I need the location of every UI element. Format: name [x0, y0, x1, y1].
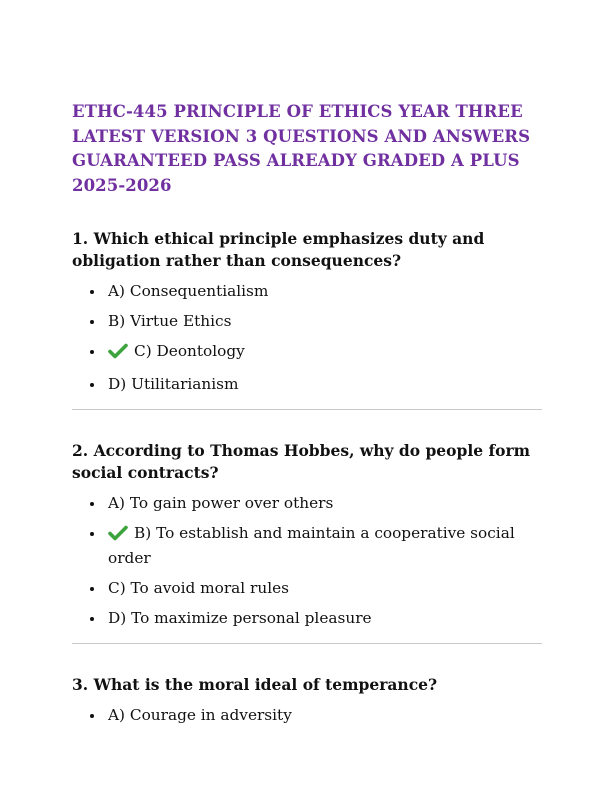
answer-options — [72, 280, 542, 395]
question-text: 2. According to Thomas Hobbes, why do people form social contracts? — [72, 441, 531, 482]
section-divider — [72, 643, 542, 644]
answer-option — [72, 373, 542, 395]
answer-label: D) Utilitarianism — [108, 375, 239, 393]
question-3 — [72, 674, 542, 726]
check-mark-icon — [108, 525, 128, 547]
answer-label: D) To maximize personal pleasure — [108, 609, 372, 627]
answer-option — [72, 492, 542, 514]
answer-label: B) Virtue Ethics — [108, 312, 232, 330]
question-1 — [72, 228, 542, 395]
check-mark-icon — [108, 343, 128, 365]
answer-options — [72, 704, 542, 726]
answer-option — [72, 310, 542, 332]
question-text: 1. Which ethical principle emphasizes duty and obligation rather than consequences? — [72, 229, 485, 270]
document-page — [72, 100, 542, 734]
answer-option — [72, 577, 542, 599]
answer-option — [72, 280, 542, 302]
document-title: ETHC-445 PRINCIPLE OF ETHICS YEAR THREE LATEST VERSION 3 QUESTIONS AND ANSWERS GUARANTEED PASS ALREADY GRADED A PLUS 2025-2026 — [72, 102, 531, 195]
answer-label: B) To establish and maintain a cooperative social order — [108, 524, 515, 567]
answer-option-correct — [72, 340, 542, 365]
answer-options — [72, 492, 542, 629]
answer-label: A) Courage in adversity — [108, 706, 292, 724]
question-2 — [72, 440, 542, 629]
answer-option — [72, 607, 542, 629]
section-divider — [72, 409, 542, 410]
answer-label: A) To gain power over others — [108, 494, 334, 512]
answer-option-correct — [72, 522, 542, 569]
question-text: 3. What is the moral ideal of temperance? — [72, 675, 438, 694]
answer-label: C) Deontology — [134, 342, 245, 360]
answer-option — [72, 704, 542, 726]
answer-label: A) Consequentialism — [108, 282, 269, 300]
answer-label: C) To avoid moral rules — [108, 579, 290, 597]
